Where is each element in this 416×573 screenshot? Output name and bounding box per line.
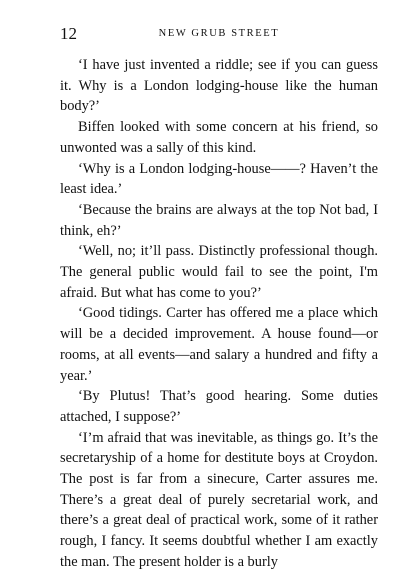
page-number: 12 (60, 24, 77, 43)
paragraph: ‘Well, no; it’ll pass. Distinctly professional though. The general public would fail to see the point, I'm afraid. But what has come to you?’ (60, 243, 378, 301)
paragraph: ‘By Plutus! That’s good hearing. Some duties attached, I suppose?’ (60, 388, 378, 425)
running-title: NEW GRUB STREET (158, 28, 280, 39)
page-header (60, 24, 378, 46)
paragraph: ‘I’m afraid that was inevitable, as things go. It’s the secretaryship of a home for destitute boys at Croydon. The post is far from a sinecure, Carter assures me. There’s a great deal of purely secretarial work, and there’s a great deal of practical work, some of it rather rough, I fancy. It seems doubtful whether I am exactly the man. The present holder is a burly (60, 429, 378, 570)
paragraph: ‘I have just invented a riddle; see if you can guess it. Why is a London lodging-house like the human body?’ (60, 57, 378, 115)
paragraph: ‘Why is a London lodging-house——? Haven’t the least idea.’ (60, 160, 378, 198)
paragraph: ‘Good tidings. Carter has offered me a place which will be a decided improvement. A house found—or rooms, at all events—and salary a hundred and fifty a year.’ (60, 305, 378, 384)
paragraph: Biffen looked with some concern at his friend, so unwonted was a sally of this kind. (60, 119, 378, 156)
paragraph: ‘Because the brains are always at the top Not bad, I think, eh?’ (60, 201, 378, 239)
body-text (60, 55, 378, 573)
